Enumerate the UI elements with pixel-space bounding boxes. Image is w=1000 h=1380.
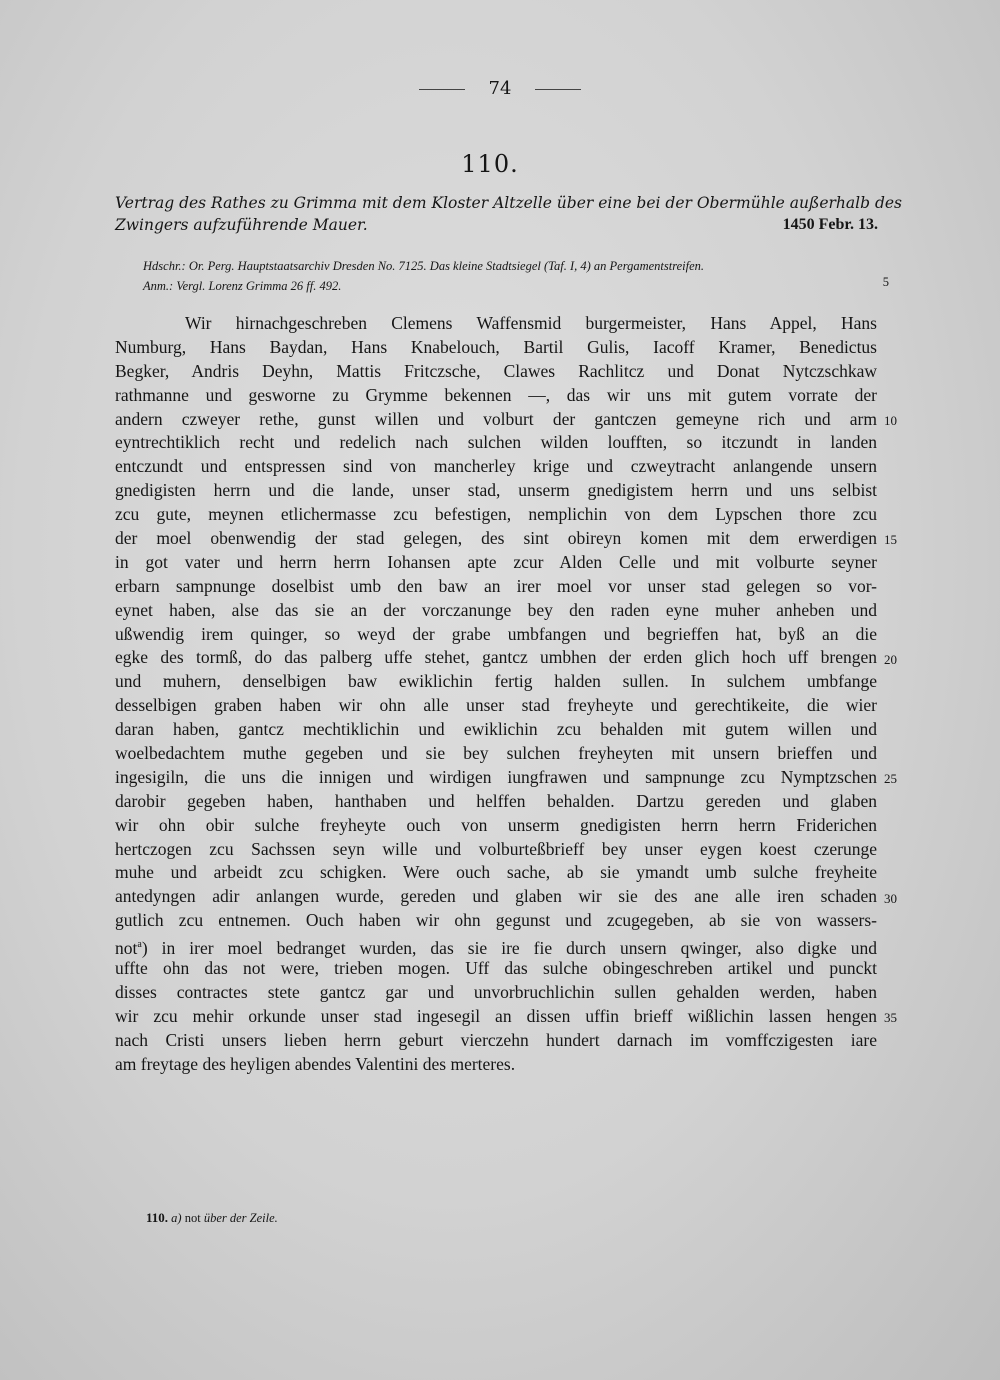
document-date: 1450 Febr. 13. bbox=[782, 216, 878, 233]
body-line: Wir hirnachgeschreben Clemens Waffensmid burgermeister, Hans Appel, Hans bbox=[185, 313, 877, 333]
body-line: ußwendig irem quinger, so weyd der grabe umbfangen und begrieffen hat, byß an die bbox=[115, 623, 877, 644]
annotation-note: Anm.: Vergl. Lorenz Grimma 26 ff. 492. bbox=[143, 279, 342, 293]
body-line: nach Cristi unsers lieben herrn geburt vierczehn hundert darnach im vomffczigesten iare bbox=[115, 1029, 877, 1050]
title-line-1: Vertrag des Rathes zu Grimma mit dem Kloster Altzelle über eine bei der Obermühle außerhalb des bbox=[115, 194, 903, 212]
line-number: 25 bbox=[884, 771, 897, 787]
manuscript-note: Hdschr.: Or. Perg. Hauptstaatsarchiv Dresden No. 7125. Das kleine Stadtsiegel (Taf. I, 4) an Pergamentstreifen. bbox=[143, 259, 705, 273]
body-line: am freytage des heyligen abendes Valentini des merteres. bbox=[115, 1053, 516, 1074]
body-line: darobir gegeben haben, hanthaben und helffen behalden. Dartzu gereden und glaben bbox=[115, 790, 877, 811]
body-line: eyntrechtiklich recht und redelich nach sulchen wilden loufften, so itczundt in landen bbox=[115, 432, 877, 453]
body-line: und muhern, denselbigen baw ewiklichin fertig halden sullen. In sulchem umbfange bbox=[115, 671, 877, 692]
footnote-word: not bbox=[184, 1211, 201, 1225]
document-body bbox=[115, 312, 877, 1077]
header-rule-left bbox=[419, 89, 465, 90]
document-title bbox=[115, 192, 903, 236]
source-notes bbox=[143, 256, 889, 296]
line-number-5: 5 bbox=[882, 275, 889, 289]
body-line: rathmanne und gesworne zu Grymme bekennen —, das wir uns mit gutem vorrate der bbox=[115, 384, 877, 405]
body-line: uffte ohn das not were, trieben mogen. Uff das sulche obingeschreben artikel und punckt bbox=[115, 958, 877, 979]
body-line: desselbigen graben haben wir ohn alle unser stad freyheyte und gerechtikeite, die wier bbox=[115, 695, 877, 716]
header-rule-right bbox=[535, 89, 581, 90]
footnote-marker: a) bbox=[171, 1211, 182, 1225]
body-line: daran haben, gantcz mechtiklichin und ewiklichin zcu behalden mit gutem willen und bbox=[115, 719, 877, 740]
body-line: andern czweyer rethe, gunst willen und volburt der gantczen gemeyne rich und arm bbox=[115, 408, 877, 429]
body-line: zcu gute, meynen etlichermasse zcu befestigen, nemplichin von dem Lypschen thore zcu bbox=[115, 504, 877, 525]
body-line: gutlich zcu entnemen. Ouch haben wir ohn gegunst und zcugegeben, ab sie von wassers- bbox=[115, 910, 877, 931]
body-line: ingesigiln, die uns die innigen und wirdigen iungfrawen und sampnunge zcu Nymptzschen bbox=[115, 766, 877, 787]
line-number: 30 bbox=[884, 890, 897, 906]
body-line: muhe und arbeidt zcu schigken. Were ouch sache, ab sie ymandt umb sulche freyheite bbox=[115, 862, 877, 883]
body-line: der moel obenwendig der stad gelegen, des sint obireyn komen mit dem erwerdigen bbox=[115, 528, 877, 549]
body-line: disses contractes stete gantcz gar und unvorbruchlichin sullen gehalden werden, haben bbox=[115, 981, 877, 1002]
body-line: Numburg, Hans Baydan, Hans Knabelouch, Bartil Gulis, Iacoff Kramer, Benedictus bbox=[115, 336, 877, 357]
body-line: wir zcu mehir orkunde unser stad ingesegil an dissen uffin brieff wißlichin lassen hengen bbox=[115, 1005, 877, 1026]
body-line: erbarn sampnunge doselbist umb den baw an irer moel vor unser stad gelegen so vor- bbox=[115, 575, 877, 596]
title-line-2: Zwingers aufzuführende Mauer. bbox=[115, 216, 368, 234]
body-line: entczundt und entspressen sind von mancherley krige und czweytracht anlangende unsern bbox=[115, 456, 877, 477]
page-header bbox=[0, 78, 1000, 99]
body-line: eynet haben, alse das sie an der vorczanunge bey den raden eyne muher anheben und bbox=[115, 599, 877, 620]
line-number: 35 bbox=[884, 1010, 897, 1026]
body-line: wir ohn obir sulche freyheyte ouch von unserm gnedigisten herrn herrn Friderichen bbox=[115, 814, 877, 835]
body-line: not$^a$) in irer moel bedranget wurden, das sie ire fie durch unsern qwinger, also digke und bbox=[115, 937, 877, 958]
footnote bbox=[146, 1210, 278, 1226]
body-line: gnedigisten herrn und die lande, unser stad, unserm gnedigistem herrn und uns selbist bbox=[115, 480, 877, 501]
body-line: egke des tormß, do das palberg uffe stehet, gantcz umbhen der erden glich hoch uff brengen bbox=[115, 647, 877, 668]
body-line: Begker, Andris Deyhn, Mattis Fritczsche, Clawes Rachlitcz und Donat Nytczschkaw bbox=[115, 360, 877, 381]
body-line: hertczogen zcu Sachssen seyn wille und volburteßbrieff bey unser eygen koest czerunge bbox=[115, 838, 877, 859]
footnote-note: über der Zeile. bbox=[203, 1211, 278, 1225]
page-number: 74 bbox=[488, 78, 512, 99]
footnote-ref: a bbox=[137, 939, 142, 951]
line-number: 10 bbox=[884, 412, 897, 428]
footnote-label: 110. bbox=[146, 1210, 169, 1225]
body-line: in got vater und herrn herrn Iohansen apte zcur Alden Celle und mit volburte seyner bbox=[115, 551, 877, 572]
line-number: 20 bbox=[884, 651, 897, 667]
line-number: 15 bbox=[884, 532, 897, 548]
body-line: woelbedachtem muthe gegeben und sie bey sulchen freyheyten mit unsern brieffen und bbox=[115, 743, 877, 764]
body-line: antedyngen adir anlangen wurde, gereden und glaben wir sie des ane alle iren schaden bbox=[115, 886, 877, 907]
document-number: 110. bbox=[461, 150, 519, 178]
